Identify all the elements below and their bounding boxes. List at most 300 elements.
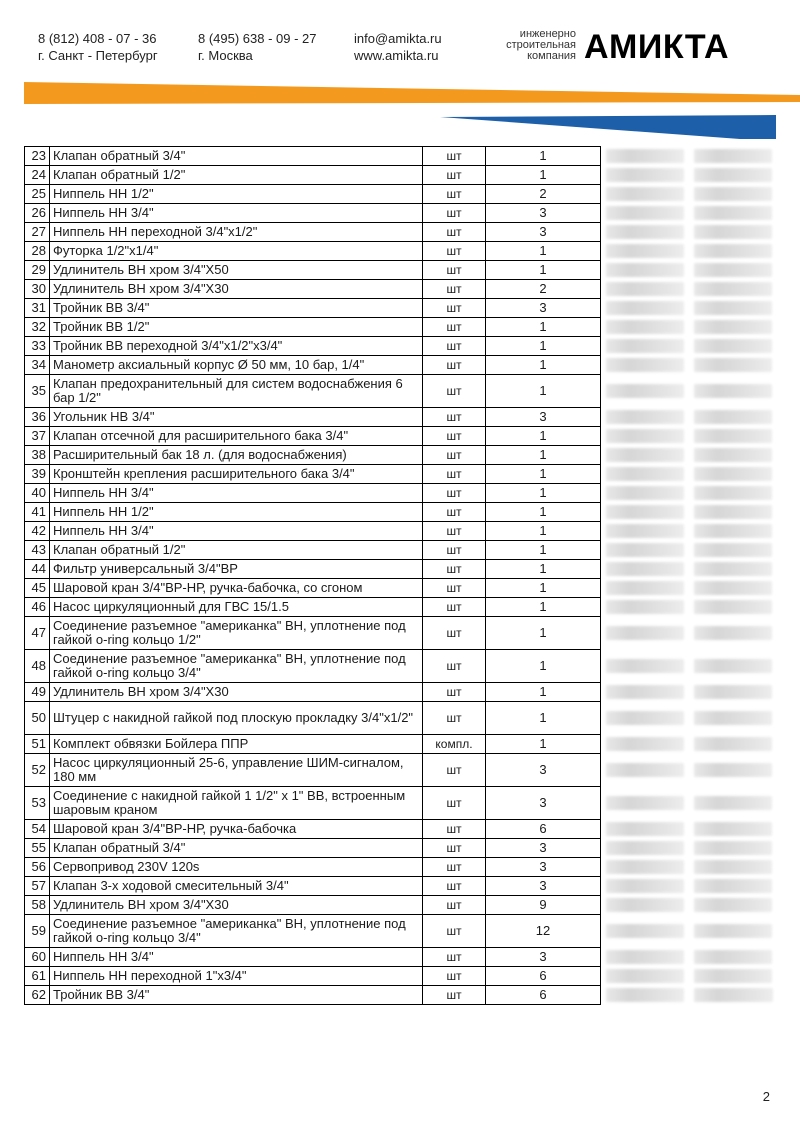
item-quantity: 1 (486, 683, 601, 702)
blurred-price (601, 702, 690, 735)
row-number: 36 (25, 408, 50, 427)
redacted-value (694, 841, 772, 855)
table-row (25, 967, 778, 986)
redacted-value (694, 543, 772, 557)
table-row (25, 650, 778, 683)
redacted-value (606, 339, 684, 353)
item-unit: шт (423, 503, 486, 522)
item-name: Тройник ВВ 3/4" (50, 986, 423, 1005)
row-number: 28 (25, 242, 50, 261)
blurred-sum (689, 166, 778, 185)
redacted-value (606, 543, 684, 557)
blurred-sum (689, 375, 778, 408)
website-link[interactable]: www.amikta.ru (354, 48, 439, 63)
redacted-value (694, 225, 772, 239)
blurred-price (601, 896, 690, 915)
blurred-price (601, 204, 690, 223)
blurred-sum (689, 465, 778, 484)
item-name: Шаровой кран 3/4"ВР-НР, ручка-бабочка, со сгоном (50, 579, 423, 598)
item-quantity: 1 (486, 735, 601, 754)
redacted-value (694, 737, 772, 751)
table-row (25, 503, 778, 522)
redacted-value (694, 711, 772, 725)
item-name: Удлинитель ВН хром 3/4"Х30 (50, 896, 423, 915)
blurred-sum (689, 896, 778, 915)
item-quantity: 3 (486, 787, 601, 820)
redacted-value (606, 924, 684, 938)
item-name: Клапан 3-х ходовой смесительный 3/4" (50, 877, 423, 896)
blurred-price (601, 223, 690, 242)
row-number: 24 (25, 166, 50, 185)
item-quantity: 1 (486, 427, 601, 446)
blurred-price (601, 650, 690, 683)
table-row (25, 185, 778, 204)
table-row (25, 446, 778, 465)
redacted-value (606, 969, 684, 983)
redacted-value (606, 448, 684, 462)
blurred-price (601, 967, 690, 986)
item-unit: шт (423, 579, 486, 598)
blurred-sum (689, 820, 778, 839)
redacted-value (606, 659, 684, 673)
table-row (25, 261, 778, 280)
msk-phone: 8 (495) 638 - 09 - 27 (198, 31, 317, 46)
blurred-price (601, 356, 690, 375)
row-number: 51 (25, 735, 50, 754)
blurred-sum (689, 427, 778, 446)
item-name: Шаровой кран 3/4"ВР-НР, ручка-бабочка (50, 820, 423, 839)
item-quantity: 9 (486, 896, 601, 915)
blurred-price (601, 787, 690, 820)
row-number: 25 (25, 185, 50, 204)
redacted-value (606, 467, 684, 481)
item-quantity: 1 (486, 147, 601, 166)
item-quantity: 3 (486, 839, 601, 858)
row-number: 29 (25, 261, 50, 280)
item-quantity: 3 (486, 299, 601, 318)
table-row (25, 702, 778, 735)
blurred-sum (689, 242, 778, 261)
item-quantity: 12 (486, 915, 601, 948)
redacted-value (694, 505, 772, 519)
blurred-sum (689, 858, 778, 877)
redacted-value (694, 626, 772, 640)
item-unit: шт (423, 650, 486, 683)
item-name: Тройник ВВ 3/4" (50, 299, 423, 318)
tagline-line: инженерно (519, 28, 576, 40)
item-name: Кронштейн крепления расширительного бака 3/4" (50, 465, 423, 484)
blurred-sum (689, 484, 778, 503)
blurred-price (601, 337, 690, 356)
contact-msk (198, 30, 317, 64)
item-name: Клапан обратный 1/2" (50, 541, 423, 560)
row-number: 46 (25, 598, 50, 617)
item-unit: шт (423, 986, 486, 1005)
items-table (24, 146, 778, 1005)
table-row (25, 147, 778, 166)
row-number: 42 (25, 522, 50, 541)
blurred-sum (689, 185, 778, 204)
item-quantity: 1 (486, 337, 601, 356)
item-quantity: 1 (486, 356, 601, 375)
redacted-value (606, 263, 684, 277)
table-row (25, 915, 778, 948)
item-quantity: 3 (486, 754, 601, 787)
item-quantity: 6 (486, 820, 601, 839)
table-row (25, 299, 778, 318)
blue-stripe (440, 115, 776, 139)
blurred-price (601, 280, 690, 299)
item-name: Фильтр универсальный 3/4"ВР (50, 560, 423, 579)
redacted-value (694, 168, 772, 182)
table-row (25, 204, 778, 223)
item-quantity: 1 (486, 318, 601, 337)
redacted-value (606, 822, 684, 836)
redacted-value (694, 384, 772, 398)
item-quantity: 1 (486, 522, 601, 541)
redacted-value (606, 384, 684, 398)
item-name: Соединение разъемное "американка" ВН, уплотнение под гайкой o-ring кольцо 1/2" (50, 617, 423, 650)
blurred-sum (689, 318, 778, 337)
blurred-price (601, 986, 690, 1005)
item-quantity: 3 (486, 948, 601, 967)
item-unit: шт (423, 820, 486, 839)
redacted-value (694, 301, 772, 315)
table-row (25, 484, 778, 503)
table-row (25, 408, 778, 427)
blurred-sum (689, 683, 778, 702)
redacted-value (606, 187, 684, 201)
item-quantity: 1 (486, 617, 601, 650)
blurred-price (601, 560, 690, 579)
table-row (25, 356, 778, 375)
blurred-price (601, 541, 690, 560)
item-unit: шт (423, 427, 486, 446)
redacted-value (694, 950, 772, 964)
item-name: Ниппель НН 3/4" (50, 522, 423, 541)
item-unit: шт (423, 318, 486, 337)
table-row (25, 318, 778, 337)
blurred-sum (689, 337, 778, 356)
item-quantity: 2 (486, 185, 601, 204)
email-link[interactable]: info@amikta.ru (354, 31, 442, 46)
blurred-price (601, 318, 690, 337)
row-number: 61 (25, 967, 50, 986)
spb-phone: 8 (812) 408 - 07 - 36 (38, 31, 157, 46)
company-tagline (490, 29, 576, 62)
redacted-value (694, 206, 772, 220)
item-name: Ниппель НН 3/4" (50, 484, 423, 503)
blurred-price (601, 598, 690, 617)
item-quantity: 1 (486, 484, 601, 503)
redacted-value (606, 524, 684, 538)
item-unit: шт (423, 484, 486, 503)
blurred-price (601, 299, 690, 318)
table-row (25, 598, 778, 617)
item-unit: шт (423, 280, 486, 299)
item-name: Клапан обратный 1/2" (50, 166, 423, 185)
redacted-value (606, 282, 684, 296)
item-name: Удлинитель ВН хром 3/4"Х30 (50, 280, 423, 299)
table-row (25, 242, 778, 261)
blurred-price (601, 166, 690, 185)
item-quantity: 1 (486, 242, 601, 261)
item-name: Клапан отсечной для расширительного бака 3/4" (50, 427, 423, 446)
redacted-value (606, 860, 684, 874)
row-number: 40 (25, 484, 50, 503)
row-number: 48 (25, 650, 50, 683)
redacted-value (694, 600, 772, 614)
row-number: 38 (25, 446, 50, 465)
item-quantity: 6 (486, 967, 601, 986)
item-name: Клапан предохранительный для систем водоснабжения 6 бар 1/2" (50, 375, 423, 408)
blurred-sum (689, 261, 778, 280)
blurred-sum (689, 522, 778, 541)
blurred-sum (689, 915, 778, 948)
redacted-value (694, 924, 772, 938)
item-unit: компл. (423, 735, 486, 754)
item-unit: шт (423, 337, 486, 356)
item-unit: шт (423, 204, 486, 223)
contact-online (354, 30, 442, 64)
item-quantity: 2 (486, 280, 601, 299)
redacted-value (694, 659, 772, 673)
blurred-price (601, 427, 690, 446)
item-name: Соединение разъемное "американка" ВН, уплотнение под гайкой o-ring кольцо 3/4" (50, 650, 423, 683)
item-unit: шт (423, 242, 486, 261)
item-unit: шт (423, 223, 486, 242)
row-number: 62 (25, 986, 50, 1005)
redacted-value (606, 168, 684, 182)
blurred-price (601, 877, 690, 896)
blurred-sum (689, 204, 778, 223)
table-row (25, 337, 778, 356)
row-number: 53 (25, 787, 50, 820)
item-name: Удлинитель ВН хром 3/4"Х30 (50, 683, 423, 702)
row-number: 49 (25, 683, 50, 702)
blurred-price (601, 683, 690, 702)
item-name: Угольник НВ 3/4" (50, 408, 423, 427)
item-name: Соединение разъемное "американка" ВН, уплотнение под гайкой o-ring кольцо 3/4" (50, 915, 423, 948)
item-name: Соединение с накидной гайкой 1 1/2" х 1" ВВ, встроенным шаровым краном (50, 787, 423, 820)
blurred-sum (689, 617, 778, 650)
item-quantity: 1 (486, 503, 601, 522)
table-row (25, 754, 778, 787)
item-name: Расширительный бак 18 л. (для водоснабжения) (50, 446, 423, 465)
item-unit: шт (423, 896, 486, 915)
item-unit: шт (423, 839, 486, 858)
blurred-price (601, 446, 690, 465)
blurred-price (601, 503, 690, 522)
row-number: 32 (25, 318, 50, 337)
item-quantity: 3 (486, 858, 601, 877)
item-quantity: 1 (486, 560, 601, 579)
item-name: Ниппель НН 1/2" (50, 503, 423, 522)
redacted-value (606, 600, 684, 614)
blurred-price (601, 375, 690, 408)
row-number: 50 (25, 702, 50, 735)
blurred-price (601, 147, 690, 166)
page-header (0, 0, 800, 140)
msk-city: г. Москва (198, 48, 253, 63)
item-name: Насос циркуляционный 25-6, управление ШИМ-сигналом, 180 мм (50, 754, 423, 787)
table-row (25, 683, 778, 702)
table-row (25, 858, 778, 877)
redacted-value (606, 685, 684, 699)
item-unit: шт (423, 408, 486, 427)
item-quantity: 6 (486, 986, 601, 1005)
redacted-value (694, 796, 772, 810)
redacted-value (694, 969, 772, 983)
blurred-sum (689, 408, 778, 427)
item-unit: шт (423, 877, 486, 896)
blurred-sum (689, 147, 778, 166)
row-number: 43 (25, 541, 50, 560)
row-number: 23 (25, 147, 50, 166)
item-unit: шт (423, 375, 486, 408)
blurred-price (601, 408, 690, 427)
redacted-value (694, 187, 772, 201)
orange-stripe (24, 82, 800, 104)
item-unit: шт (423, 166, 486, 185)
redacted-value (606, 410, 684, 424)
redacted-value (606, 763, 684, 777)
redacted-value (694, 282, 772, 296)
blurred-price (601, 617, 690, 650)
row-number: 45 (25, 579, 50, 598)
row-number: 44 (25, 560, 50, 579)
row-number: 26 (25, 204, 50, 223)
redacted-value (694, 685, 772, 699)
redacted-value (694, 339, 772, 353)
blurred-sum (689, 356, 778, 375)
item-name: Клапан обратный 3/4" (50, 839, 423, 858)
item-name: Ниппель НН 1/2" (50, 185, 423, 204)
blurred-price (601, 579, 690, 598)
item-unit: шт (423, 560, 486, 579)
table-row (25, 541, 778, 560)
blurred-sum (689, 986, 778, 1005)
blurred-sum (689, 503, 778, 522)
blurred-sum (689, 280, 778, 299)
blurred-price (601, 735, 690, 754)
table-row (25, 280, 778, 299)
item-unit: шт (423, 754, 486, 787)
spb-city: г. Санкт - Петербург (38, 48, 158, 63)
item-name: Манометр аксиальный корпус Ø 50 мм, 10 бар, 1/4" (50, 356, 423, 375)
blurred-price (601, 261, 690, 280)
redacted-value (606, 626, 684, 640)
row-number: 34 (25, 356, 50, 375)
redacted-value (694, 410, 772, 424)
redacted-value (694, 448, 772, 462)
item-quantity: 1 (486, 375, 601, 408)
redacted-value (694, 263, 772, 277)
item-unit: шт (423, 787, 486, 820)
table-row (25, 579, 778, 598)
redacted-value (694, 763, 772, 777)
redacted-value (694, 822, 772, 836)
page-number: 2 (762, 1089, 770, 1104)
row-number: 47 (25, 617, 50, 650)
blurred-sum (689, 598, 778, 617)
redacted-value (606, 898, 684, 912)
blurred-price (601, 754, 690, 787)
blurred-sum (689, 299, 778, 318)
redacted-value (606, 988, 684, 1002)
redacted-value (606, 737, 684, 751)
table-row (25, 617, 778, 650)
item-quantity: 1 (486, 166, 601, 185)
item-unit: шт (423, 299, 486, 318)
item-name: Футорка 1/2"х1/4" (50, 242, 423, 261)
redacted-value (606, 796, 684, 810)
item-unit: шт (423, 702, 486, 735)
redacted-value (606, 429, 684, 443)
redacted-value (694, 467, 772, 481)
item-unit: шт (423, 465, 486, 484)
tagline-line: компания (527, 50, 576, 62)
blurred-sum (689, 446, 778, 465)
row-number: 57 (25, 877, 50, 896)
blurred-sum (689, 650, 778, 683)
item-name: Комплект обвязки Бойлера ППР (50, 735, 423, 754)
item-name: Ниппель НН 3/4" (50, 204, 423, 223)
item-name: Клапан обратный 3/4" (50, 147, 423, 166)
blurred-sum (689, 967, 778, 986)
item-quantity: 1 (486, 446, 601, 465)
table-row (25, 735, 778, 754)
item-name: Ниппель НН переходной 1"х3/4" (50, 967, 423, 986)
redacted-value (694, 860, 772, 874)
item-name: Удлинитель ВН хром 3/4"Х50 (50, 261, 423, 280)
redacted-value (694, 988, 773, 1002)
item-unit: шт (423, 967, 486, 986)
redacted-value (606, 486, 684, 500)
tagline-line: строительная (506, 39, 576, 51)
redacted-value (606, 225, 684, 239)
table-row (25, 787, 778, 820)
redacted-value (606, 841, 684, 855)
item-quantity: 3 (486, 223, 601, 242)
blurred-price (601, 484, 690, 503)
table-row (25, 427, 778, 446)
blurred-sum (689, 787, 778, 820)
row-number: 60 (25, 948, 50, 967)
blurred-sum (689, 223, 778, 242)
item-quantity: 1 (486, 650, 601, 683)
blurred-price (601, 820, 690, 839)
blurred-price (601, 185, 690, 204)
redacted-value (606, 505, 684, 519)
contact-spb (38, 30, 158, 64)
table-row (25, 948, 778, 967)
redacted-value (694, 562, 772, 576)
item-name: Сервопривод 230V 120s (50, 858, 423, 877)
item-unit: шт (423, 261, 486, 280)
redacted-value (694, 486, 772, 500)
item-unit: шт (423, 598, 486, 617)
item-quantity: 3 (486, 408, 601, 427)
table-row (25, 522, 778, 541)
item-unit: шт (423, 948, 486, 967)
item-quantity: 1 (486, 702, 601, 735)
item-name: Насос циркуляционный для ГВС 15/1.5 (50, 598, 423, 617)
row-number: 31 (25, 299, 50, 318)
blurred-sum (689, 735, 778, 754)
row-number: 52 (25, 754, 50, 787)
item-name: Ниппель НН переходной 3/4"х1/2" (50, 223, 423, 242)
